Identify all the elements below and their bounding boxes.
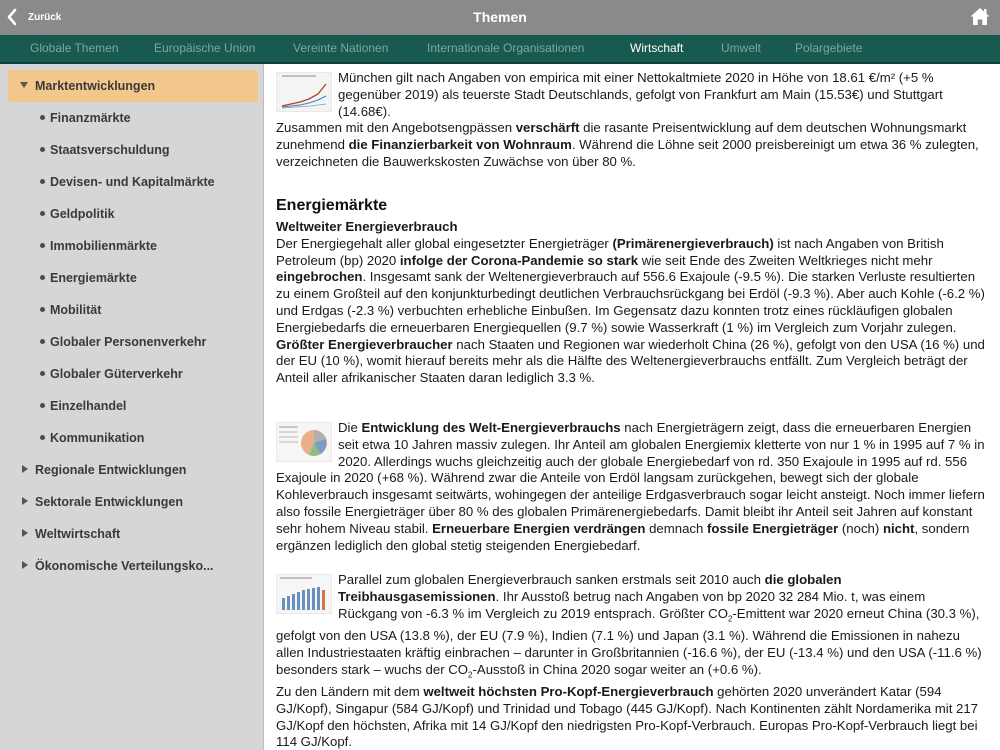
- sidebar-subitem-label: Immobilienmärkte: [50, 239, 157, 253]
- sidebar-subitem-gueterverkehr[interactable]: [8, 358, 258, 390]
- text-span: nach Staaten und Regionen war wiederholt China (26 %), gefolgt von den USA (16 %) und der EU (10 %), womit hierauf bereits mehr als die Hälfte des Weltenergieverbrauchs entfällt. Zum Vergleich beträgt der Anteil aller afrikanischer Staaten daran lediglich 3.3 %.: [276, 336, 985, 386]
- sidebar-item-marktentwicklungen[interactable]: [8, 70, 258, 102]
- sidebar: [0, 64, 264, 750]
- sidebar-subitem-label: Geldpolitik: [50, 207, 115, 221]
- text-span: die rasante Preisentwicklung auf dem deutschen Wohnungsmarkt zunehmend: [276, 120, 967, 153]
- text-span: demnach: [645, 520, 708, 536]
- text-span: -Ausstoß in China 2020 sogar weiter an (+0.6 %).: [472, 661, 762, 677]
- paragraph-mieten: [276, 70, 986, 171]
- text-bold: (Primärenergieverbrauch): [612, 235, 774, 251]
- text-bold: die Finanzierbarkeit von Wohnraum: [348, 137, 572, 153]
- collapsed-triangle-icon: [22, 561, 28, 569]
- text-mieten: München gilt nach Angaben von empirica mit einer Nettokaltmiete 2020 in Höhe von 18.61 €/m² (+5 % gegenüber 2019) als teuerste Stadt Deutschlands, gefolgt von Frankfurt am Main (15.53€) und Stuttgart (14.68€).: [338, 70, 943, 119]
- subscript: 2: [727, 614, 733, 624]
- paragraph-entwicklung: [276, 420, 986, 554]
- bullet-icon: [40, 371, 45, 376]
- tab-globale-themen[interactable]: Globale Themen: [30, 41, 119, 55]
- text-span: . Insgesamt sank der Weltenergieverbrauch auf 556.6 Exajoule (-9.5 %). Die starken Verluste resultierten zu einem Großteil auf den konjunkturbedingt deutlichen Verbrauchsrückgang bei Erdöl (-9.3 %). Aber auch Kohle (-6.2 %) und Erdgas (-2.3 %) verbuchten erhebliche Einbußen. Im Gegensatz dazu konnten trotz eines rückläufigen globalen Energiebedarfs die erneuerbaren Energiequellen (9.7 %) sowie Wasserkraft (1 %) im Vergleich zum Vorjahr zulegen.: [276, 269, 985, 335]
- sidebar-item-regionale-entwicklungen[interactable]: [8, 454, 258, 486]
- sidebar-subitem-label: Globaler Güterverkehr: [50, 367, 183, 381]
- back-button[interactable]: [6, 7, 61, 27]
- sidebar-item-label: Ökonomische Verteilungsko...: [35, 559, 214, 573]
- section-heading-energiemaerkte: Energiemärkte: [276, 197, 388, 214]
- text-bold: die globalen Treibhausgasemissionen: [338, 572, 842, 604]
- sidebar-subitem-label: Staatsverschuldung: [50, 143, 170, 157]
- collapsed-triangle-icon: [22, 497, 28, 505]
- text-bold: Erneuerbare Energien verdrängen: [432, 520, 646, 536]
- sidebar-subitem-label: Mobilität: [50, 303, 102, 317]
- bullet-icon: [40, 275, 45, 280]
- tab-vereinte-nationen[interactable]: Vereinte Nationen: [293, 41, 389, 55]
- text-span: Die: [338, 420, 362, 435]
- text-bold: verschärft: [515, 120, 580, 136]
- article-content: [265, 64, 1000, 750]
- text-span: wie seit Ende des Zweiten Weltkrieges nicht mehr: [638, 252, 933, 268]
- tab-umwelt[interactable]: Umwelt: [721, 41, 762, 55]
- sidebar-subitem-label: Energiemärkte: [50, 271, 137, 285]
- text-bold: Entwicklung des Welt-Energieverbrauchs: [361, 420, 621, 435]
- sidebar-subitem-label: Einzelhandel: [50, 399, 127, 413]
- text-span: . Ihr Ausstoß betrug nach Angaben von bp 2020 32 284 Mio. t, was einem Rückgang von -6.3 % im Vergleich zu 2019 entsprach. Größter CO: [338, 588, 926, 621]
- sidebar-subitem-einzelhandel[interactable]: [8, 390, 258, 422]
- sidebar-item-sektorale-entwicklungen[interactable]: [8, 486, 258, 518]
- bullet-icon: [40, 147, 45, 152]
- sidebar-subitem-geldpolitik[interactable]: [8, 198, 258, 230]
- text-span: gehörten 2020 unverändert Katar (594 GJ/Kopf), Singapur (584 GJ/Kopf) und Trinidad und Tobago (445 GJ/Kopf). Nach Kontinenten zählt Nordamerika mit 217 GJ/Kopf den höchsten, Afrika mit 14 GJ/Kopf den niedrigsten Pro-Kopf-Verbrauch. Europas Pro-Kopf-Verbrauch liegt bei 114 GJ/Kopf.: [276, 684, 979, 750]
- text-bold: nicht: [882, 520, 915, 536]
- bullet-icon: [40, 403, 45, 408]
- tab-wirtschaft[interactable]: Wirtschaft: [630, 41, 684, 55]
- sidebar-item-label: Sektorale Entwicklungen: [35, 495, 183, 509]
- text-span: . Während die Löhne seit 2000 preisbereinigt um etwa 36 % zulegten, verzeichneten die Bauwerkskosten Zuwächse von über 80 %.: [276, 137, 979, 169]
- text-span: Der Energiegehalt aller global eingesetzter Energieträger: [276, 235, 613, 251]
- text-bold: Größter Energieverbraucher: [276, 336, 453, 352]
- text-bold: infolge der Corona-Pandemie so stark: [399, 252, 639, 268]
- text-span: , sondern ergänzen lediglich den global stetig steigenden Energiebedarf.: [276, 520, 970, 553]
- sidebar-subitem-label: Globaler Personenverkehr: [50, 335, 207, 349]
- sidebar-subitem-devisen[interactable]: [8, 166, 258, 198]
- bullet-icon: [40, 339, 45, 344]
- sidebar-subitem-staatsverschuldung[interactable]: [8, 134, 258, 166]
- top-navigation-bar: [0, 0, 1000, 35]
- sidebar-item-label: Weltwirtschaft: [35, 527, 121, 541]
- expanded-triangle-icon: [20, 82, 28, 88]
- paragraph-emissionen: [276, 572, 986, 750]
- sidebar-item-verteilung[interactable]: [8, 550, 258, 582]
- bullet-icon: [40, 179, 45, 184]
- sidebar-item-label: Regionale Entwicklungen: [35, 463, 187, 477]
- chevron-left-icon: [6, 7, 18, 27]
- text-span: ist nach Angaben von British Petroleum (bp) 2020: [276, 235, 944, 268]
- tab-europaeische-union[interactable]: Europäische Union: [154, 41, 256, 55]
- chart-thumbnail-rent[interactable]: [276, 72, 332, 112]
- bullet-icon: [40, 435, 45, 440]
- sidebar-item-label: Marktentwicklungen: [35, 79, 156, 93]
- tab-internationale-organisationen[interactable]: Internationale Organisationen: [427, 41, 585, 55]
- paragraph-energieverbrauch: [276, 219, 986, 387]
- text-span: nach Energieträgern zeigt, dass die erneuerbaren Energien seit etwa 10 Jahren massiv zulegen. Ihr Anteil am globalen Energiemix kletterte von nur 1 % in 1995 auf 7 % in 2020. Allerdings wuchs gleichzeitig auch der globale Energiebedarf von rd. 350 Exajoule in 1995 auf rd. 556 Exajoule in 2020 (+68 %). Während zwar die Anteile von Erdöl langsam zurückgehen, bewegt sich der globale Kohleverbrauch insgesamt seitwärts, wohingegen der anteilige Erdgasverbrauch sogar leicht ansteigt. Noch immer liefern also fossile Energieträger über 80 % des globalen Primärenergiebedarfs. Damit bleibt ihr Anteil seit Jahren auf konstant sehr hohem Niveau stabil.: [276, 420, 985, 536]
- sidebar-subitem-finanzmaerkte[interactable]: [8, 102, 258, 134]
- chart-thumbnail-emissions[interactable]: [276, 574, 332, 614]
- sidebar-subitem-mobilitaet[interactable]: [8, 294, 258, 326]
- bullet-icon: [40, 243, 45, 248]
- sidebar-subitem-label: Finanzmärkte: [50, 111, 131, 125]
- bullet-icon: [40, 115, 45, 120]
- back-button-label: Zurück: [28, 11, 62, 23]
- text-span: Zusammen mit den Angebotsengpässen: [276, 120, 516, 136]
- collapsed-triangle-icon: [22, 465, 28, 473]
- text-span: Parallel zum globalen Energieverbrauch sanken erstmals seit 2010 auch: [338, 572, 765, 587]
- category-tab-bar: [0, 35, 1000, 64]
- sidebar-subitem-energiemaerkte[interactable]: [8, 262, 258, 294]
- home-icon[interactable]: [970, 7, 990, 26]
- bullet-icon: [40, 307, 45, 312]
- text-bold: weltweit höchsten Pro-Kopf-Energieverbrauch: [423, 684, 714, 700]
- sidebar-subitem-kommunikation[interactable]: [8, 422, 258, 454]
- sidebar-subitem-label: Kommunikation: [50, 431, 145, 445]
- subscript: 2: [468, 670, 473, 680]
- sidebar-subitem-immobilienmaerkte[interactable]: [8, 230, 258, 262]
- chart-thumbnail-energy-mix[interactable]: [276, 422, 332, 462]
- page-title: Themen: [473, 9, 527, 25]
- bullet-icon: [40, 211, 45, 216]
- tab-polargebiete[interactable]: Polargebiete: [795, 41, 863, 55]
- subheading-weltweiter-energieverbrauch: Weltweiter Energieverbrauch: [276, 219, 458, 234]
- text-span: -Emittent war 2020 erneut China (30.3 %), gefolgt von den USA (13.8 %), der EU (7.9 %), Indien (7.1 %) und Japan (3.1 %). Während die Emissionen in nahezu allen Industriestaaten kräftig einbrachen – darunter in Großbritannien (-16.6 %), der EU (-13.4 %) und den USA (-11.6 %) besonders stark – wuchs der CO: [276, 605, 982, 677]
- sidebar-subitem-personenverkehr[interactable]: [8, 326, 258, 358]
- collapsed-triangle-icon: [22, 529, 28, 537]
- text-span: (noch): [838, 520, 883, 536]
- sidebar-item-weltwirtschaft[interactable]: [8, 518, 258, 550]
- text-bold: eingebrochen: [276, 269, 363, 285]
- sidebar-subitem-label: Devisen- und Kapitalmärkte: [50, 175, 215, 189]
- text-bold: fossile Energieträger: [707, 520, 839, 536]
- text-span: Zu den Ländern mit dem: [276, 684, 424, 700]
